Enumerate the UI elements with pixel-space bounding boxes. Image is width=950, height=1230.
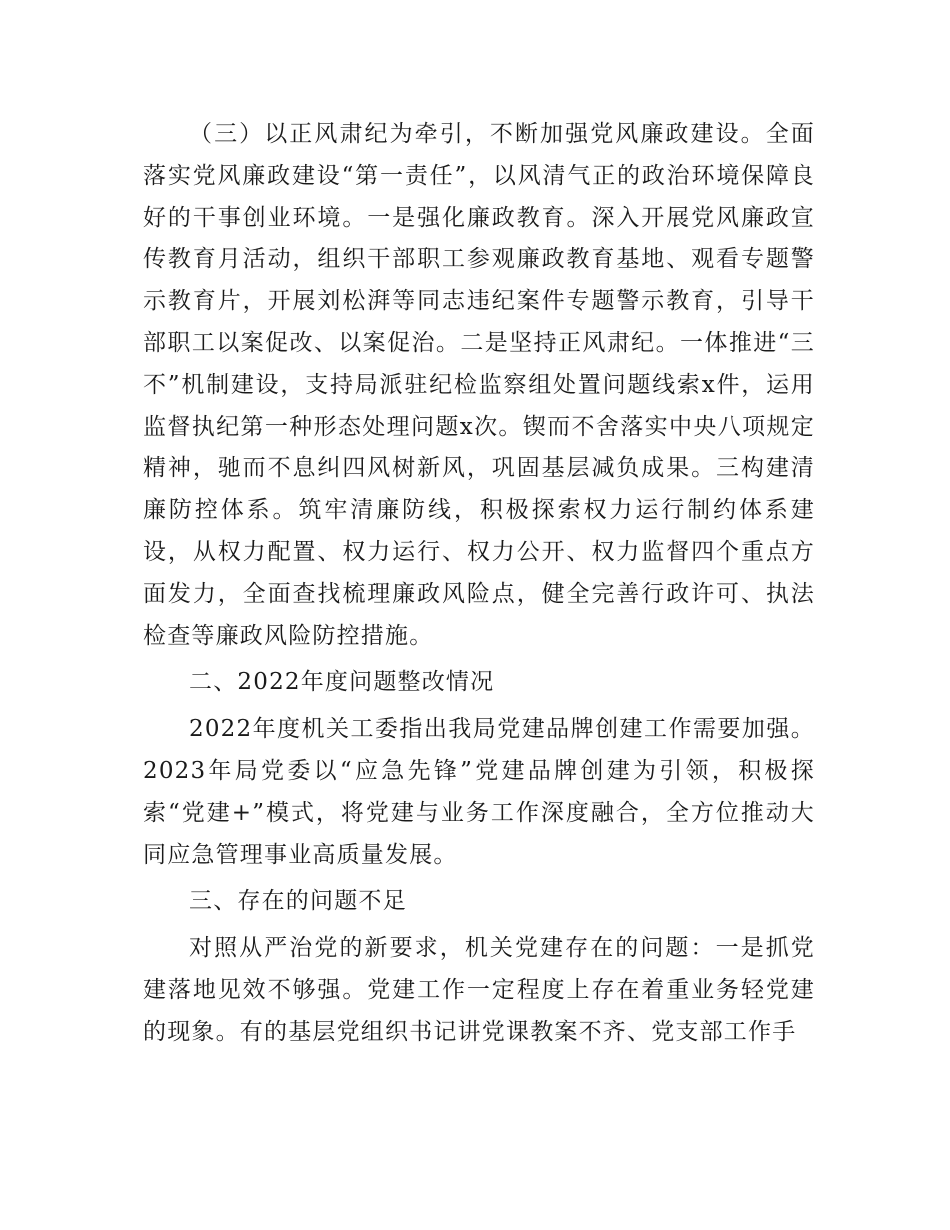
paragraph-rectification: 2022年度机关工委指出我局党建品牌创建工作需要加强。2023年局党委以“应急先锋”党建品牌创建为引领，积极探索“党建+”模式，将党建与业务工作深度融合，全方位推动大同应急管理事业高质量发展。: [143, 716, 815, 868]
document-body: [143, 114, 815, 1059]
section-heading-problems: 三、存在的问题不足: [189, 888, 407, 915]
section-heading-rectification: 二、2022年度问题整改情况: [189, 669, 495, 696]
paragraph-problems: 对照从严治党的新要求，机关党建存在的问题：一是抓党建落地见效不够强。党建工作一定程度上存在着重业务轻党建的现象。有的基层党组织书记讲党课教案不齐、党支部工作手: [143, 935, 815, 1045]
paragraph-party-conduct: （三）以正风肃纪为牵引，不断加强党风廉政建设。全面落实党风廉政建设“第一责任”，以风清气正的政治环境保障良好的干事创业环境。一是强化廉政教育。深入开展党风廉政宣传教育月活动，组织干部职工参观廉政教育基地、观看专题警示教育片，开展刘松湃等同志违纪案件专题警示教育，引导干部职工以案促改、以案促治。二是坚持正风肃纪。一体推进“三不”机制建设，支持局派驻纪检监察组处置问题线索x件，运用监督执纪第一种形态处理问题x次。锲而不舍落实中央八项规定精神，驰而不息纠四风树新风，巩固基层减负成果。三构建清廉防控体系。筑牢清廉防线，积极探索权力运行制约体系建设，从权力配置、权力运行、权力公开、权力监督四个重点方面发力，全面查找梳理廉政风险点，健全完善行政许可、执法检查等廉政风险防控措施。: [143, 121, 815, 649]
